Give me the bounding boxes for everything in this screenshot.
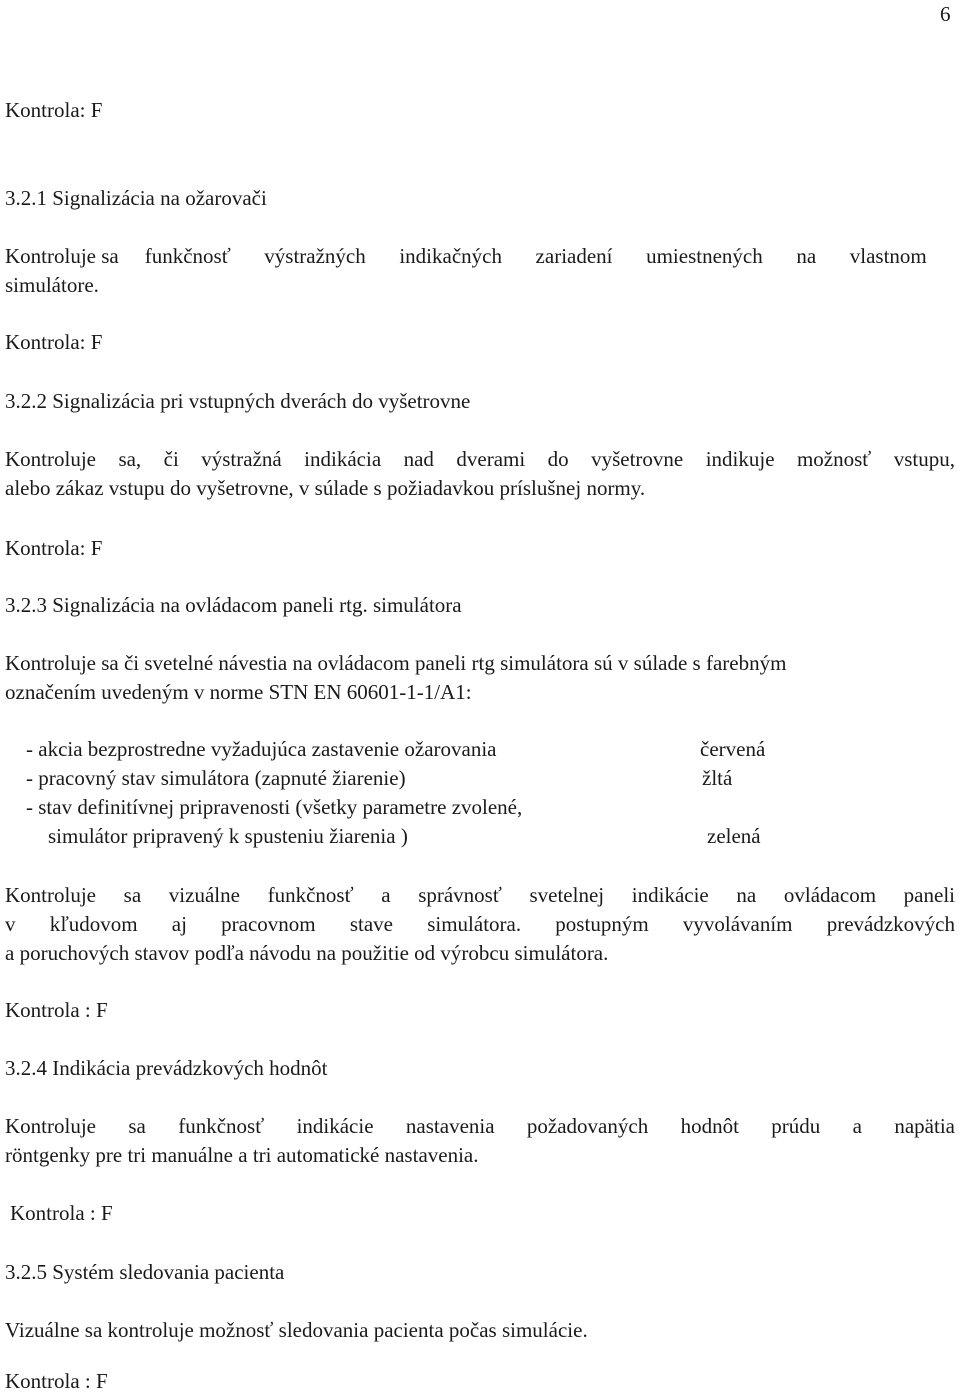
kontrola-label: Kontrola : F bbox=[5, 998, 108, 1022]
section-text-3-2-2 bbox=[5, 445, 955, 503]
text-line: alebo zákaz vstupu do vyšetrovne, v súlade s požiadavkou príslušnej normy. bbox=[5, 476, 646, 500]
kontrola-label: Kontrola: F bbox=[5, 536, 103, 560]
section-text-3-2-3 bbox=[5, 649, 955, 707]
section-heading-3-2-3: 3.2.3 Signalizácia na ovládacom paneli rtg. simulátora bbox=[5, 593, 462, 617]
color-label-green: zelená bbox=[707, 824, 761, 848]
list-item-continuation: simulátor pripravený k spusteniu žiarenia ) bbox=[48, 824, 408, 848]
list-item: - stav definitívnej pripravenosti (všetky parametre zvolené, bbox=[26, 795, 523, 819]
section-text-3-2-3-b bbox=[5, 881, 955, 968]
kontrola-label: Kontrola: F bbox=[5, 330, 103, 354]
color-label-red: červená bbox=[700, 737, 766, 761]
text-line: označením uvedeným v norme STN EN 60601-1-1/A1: bbox=[5, 680, 472, 704]
section-heading-3-2-4: 3.2.4 Indikácia prevádzkových hodnôt bbox=[5, 1056, 328, 1080]
section-heading-3-2-1: 3.2.1 Signalizácia na ožarovači bbox=[5, 186, 267, 210]
text-line: Kontroluje sa vizuálne funkčnosť a správnosť svetelnej indikácie na ovládacom paneli bbox=[5, 883, 955, 907]
page-number: 6 bbox=[940, 2, 951, 26]
section-heading-3-2-5: 3.2.5 Systém sledovania pacienta bbox=[5, 1260, 285, 1284]
text-fragment: Kontroluje sa bbox=[5, 244, 119, 268]
color-label-yellow: žltá bbox=[702, 766, 733, 790]
text-line: röntgenky pre tri manuálne a tri automatické nastavenia. bbox=[5, 1143, 479, 1167]
text-line: Kontroluje sa či svetelné návestia na ovládacom paneli rtg simulátora sú v súlade s farebným bbox=[5, 651, 787, 675]
text-line: Kontroluje sa funkčnosť indikácie nastavenia požadovaných hodnôt prúdu a napätia bbox=[5, 1114, 955, 1138]
text-line bbox=[5, 242, 955, 271]
text-fragment: funkčnosť výstražných indikačných zariadení umiestnených na vlastnom bbox=[144, 244, 927, 268]
kontrola-label: Kontrola: F bbox=[5, 98, 103, 122]
text-line: Kontroluje sa, či výstražná indikácia nad dverami do vyšetrovne indikuje možnosť vstupu, bbox=[5, 447, 955, 471]
list-item: - akcia bezprostredne vyžadujúca zastavenie ožarovania bbox=[26, 737, 497, 761]
text-line: v kľudovom aj pracovnom stave simulátora. postupným vyvolávaním prevádzkových bbox=[5, 912, 955, 936]
text-line: simulátore. bbox=[5, 273, 99, 297]
section-text-3-2-4 bbox=[5, 1112, 955, 1170]
section-heading-3-2-2: 3.2.2 Signalizácia pri vstupných dverách do vyšetrovne bbox=[5, 389, 471, 413]
list-item: - pracovný stav simulátora (zapnuté žiarenie) bbox=[26, 766, 406, 790]
section-text-3-2-1 bbox=[5, 242, 955, 300]
kontrola-label: Kontrola : F bbox=[5, 1369, 108, 1393]
section-text-3-2-5: Vizuálne sa kontroluje možnosť sledovania pacienta počas simulácie. bbox=[5, 1318, 588, 1342]
kontrola-label: Kontrola : F bbox=[10, 1201, 113, 1225]
text-line: a poruchových stavov podľa návodu na použitie od výrobcu simulátora. bbox=[5, 941, 609, 965]
